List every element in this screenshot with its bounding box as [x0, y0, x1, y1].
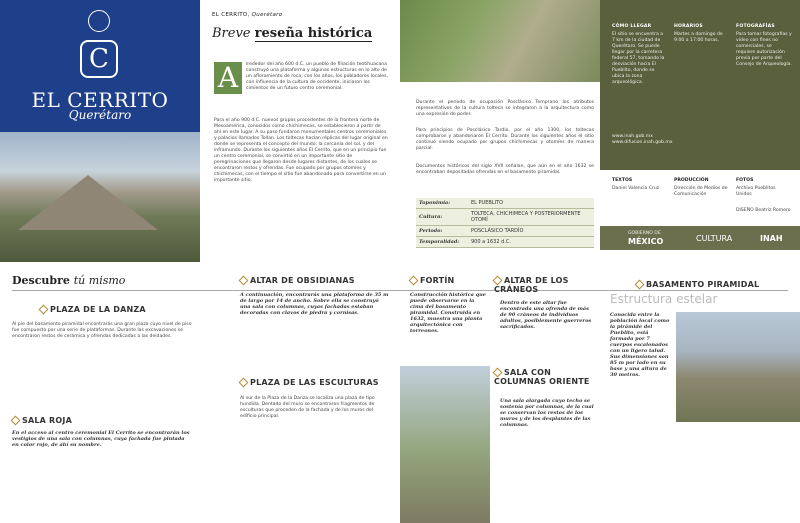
section-altar-obsidianas-text: A continuación, encontrarás una plataforma de 35 m de largo por 14 de ancho. Sobre ella se construyó una sala con columnas, cuyas fachadas estaban decoradas con clavos de piedra y cornisas. [240, 292, 389, 316]
logos-bar [600, 226, 800, 250]
info-heading-hours: HORARIOS [674, 24, 703, 29]
info-heading-photos: FOTOGRAFÍAS [736, 24, 775, 29]
section-plaza-esculturas: PLAZA DE LAS ESCULTURAS [240, 378, 379, 387]
table-row: Cultura: TOLTECA, CHICHIMECA Y POSTERIORMENTE OTOMÍ [416, 209, 594, 226]
section-fortin: FORTÍN [410, 276, 454, 285]
middle-paragraph-1: Durante el período de ocupación Posclásico Temprano los atributos representativos de la cultura tolteca se integraron a la arquitectura como una expresión de poder. [416, 100, 594, 117]
credits-heading-texts: TEXTOS [612, 178, 633, 183]
credits-design: DISEÑO Beatriz Romero [736, 208, 791, 213]
credits-heading-photos: FOTOS [736, 178, 754, 183]
diamond-icon [409, 276, 419, 286]
diamond-icon [239, 378, 249, 388]
credits-text-texts: Daniel Valencia Cruz [612, 186, 660, 191]
section-sala-columnas-text: Una sala alargada cuyo techo se sostenía por columnas, de la cual se conservan los restos de los muros y de los desplantes de las columnas. [500, 398, 594, 428]
section-altar-obsidianas: ALTAR DE OBSIDIANAS [240, 276, 355, 285]
credits-heading-production: PRODUCCIÓN [674, 178, 709, 183]
section-basamento-subtitle: Estructura estelar [610, 292, 718, 306]
table-row: Toponimia: EL PUEBLITO [416, 198, 594, 209]
diamond-icon [11, 416, 21, 426]
section-plaza-danza: PLAZA DE LA DANZA [40, 305, 146, 314]
logo-inah: INAH [760, 234, 783, 243]
info-text-directions: El sitio se encuentra a 7 km de la ciudad de Querétaro. Se puede llegar por la carretera federal 57, tomando la desviación hacia El Pueblito, donde se ubica la zona arqueológica. [612, 32, 665, 85]
pyramid-shape [18, 175, 158, 230]
cover-title: EL CERRITO [31, 88, 169, 112]
history-title: Breve reseña histórica [212, 26, 373, 41]
history-panel [200, 0, 400, 262]
website-link[interactable]: www.inah.gob.mx [612, 134, 653, 139]
section-sala-roja-text: En el acceso al centro ceremonial El Cerrito se encontrarán los vestigios de una sala con columnas, cuya fachada fue pintada en color rojo, de ahí su nombre. [12, 430, 190, 448]
middle-paragraph-2: Para principios de Posclásico Tardío, por el año 1300, los toltecas comprobaron y abandonaron El Cerrito. Durante los siguientes años el sitio continuó siendo ocupado por grupos chichimecas y otomíes de manera parcial. [416, 128, 594, 151]
site-photo [400, 0, 600, 82]
section-sala-roja: SALA ROJA [12, 416, 72, 425]
info-heading-directions: CÓMO LLEGAR [612, 24, 652, 29]
credits-text-production: Dirección de Medios de Comunicación [674, 186, 728, 197]
cover-panel [0, 0, 200, 262]
diamond-icon [39, 305, 49, 315]
credits-text-photos: Archivo Pueblitos Unidos [736, 186, 776, 197]
section-fortin-text: Construcción histórica que puede observarse en la cima del basamento piramidal. Construida en 1632, muestra una planta arquitectónica con torreones. [410, 292, 486, 334]
divider [12, 290, 788, 291]
table-row: Periodo: POSCLÁSICO TARDÍO [416, 226, 594, 237]
descubre-heading: Descubre tú mismo [12, 274, 126, 287]
logo-cultura: CULTURA [696, 234, 733, 243]
section-altar-craneos: ALTAR DE LOS CRÁNEOS [494, 276, 569, 294]
dropcap: A [214, 62, 242, 94]
table-row: Temporalidad: 900 a 1632 d.C. [416, 237, 594, 248]
diamond-icon [635, 280, 645, 290]
middle-paragraph-3: Documentos históricos del siglo XVII señalan, que aún en el año 1632 se encontraban depositadas ofrendas en el basamento piramidal. [416, 164, 594, 175]
website-link[interactable]: www.difusion.inah.gob.mx [612, 140, 673, 145]
fortin-photo [400, 366, 490, 523]
history-paragraph-2: Para el año 900 d.C. nuevos grupos procedentes de la frontera norte de Mesoamérica, conocidos como chichimecas, se establecieron a partir de ahí en este lugar. A su paso fundaron monumentales centros ceremoniales y palacios llamados Tollan. Los toltecas hacían réplicas del lugar original en donde se representa el concepto del mundo: la cercanía del sol, y del inframundo. Durante los siguientes años El Cerrito, que en un principio fue un centro ceremonial, se convirtió en un importante sitio de peregrinaciones que llegaron desde lugares distantes, de los cuales se encontraron restos y ofrendas. Fue ocupado por grupos otomíes y chichimecas, con el tiempo el sitio fue abandonado para convertirse en un importante sitio. [214, 118, 388, 183]
visitor-info-panel [600, 0, 800, 170]
section-plaza-danza-text: Al pie del basamento piramidal encontrarás una gran plaza cuyo nivel de piso fue compuesto por una serie de plataformas. Durante las excavaciones se encontraron restos de cerámica y ofrendas dedicadas a las deidades. [12, 322, 192, 339]
site-info-table [416, 198, 594, 248]
section-altar-craneos-text: Dentro de este altar fue encontrada una ofrenda de más de 90 cráneos de individuos adultos, posiblemente guerreros sacrificados. [500, 300, 592, 330]
logo-gobierno: GOBIERNO DE [628, 231, 661, 236]
emblem-icon: C [80, 40, 118, 78]
basamento-photo [676, 312, 800, 422]
section-plaza-esculturas-text: Al sur de la Plaza de la Danza se localiza una plaza de tipo hundida. Dentado del muro se encontraron fragmentos de esculturas que proceden de la fachada y de los muros del edificio principal. [240, 396, 375, 419]
diamond-icon [239, 276, 249, 286]
diamond-icon [493, 276, 503, 286]
history-kicker: EL CERRITO, Querétaro [212, 12, 283, 18]
logo-mexico: MÉXICO [628, 237, 664, 246]
cover-subtitle: Querétaro [68, 108, 132, 122]
diamond-icon [493, 368, 503, 378]
info-text-hours: Martes a domingo de 9:00 a 17:00 horas. [674, 32, 723, 43]
info-text-photos: Para tomar fotografías y video con fines no comerciales, se requiere autorización previa por parte del Consejo de Arqueología. [736, 32, 792, 67]
history-paragraph-1: lrededor del año 600 d.C. un pueblo de filiación teotihuacana construyó una plataforma y algunas estructuras en lo alto de un afloramiento de roca; con los años, los pobladores locales, con influencia de la cultura de occidente, iniciaron los cimientos de un futuro centro ceremonial. [246, 62, 388, 91]
section-basamento-text: Conocida entre la población local como la pirámide del Pueblito, está formada por 7 cuerpos escalonados con un ligero talud. Sus dimensiones son 85 m por lado en su base y una altura de 30 metros. [610, 312, 670, 378]
section-sala-columnas: SALA CON COLUMNAS ORIENTE [494, 368, 590, 386]
ornament-icon [88, 10, 110, 32]
section-basamento: BASAMENTO PIRAMIDAL [636, 280, 759, 289]
